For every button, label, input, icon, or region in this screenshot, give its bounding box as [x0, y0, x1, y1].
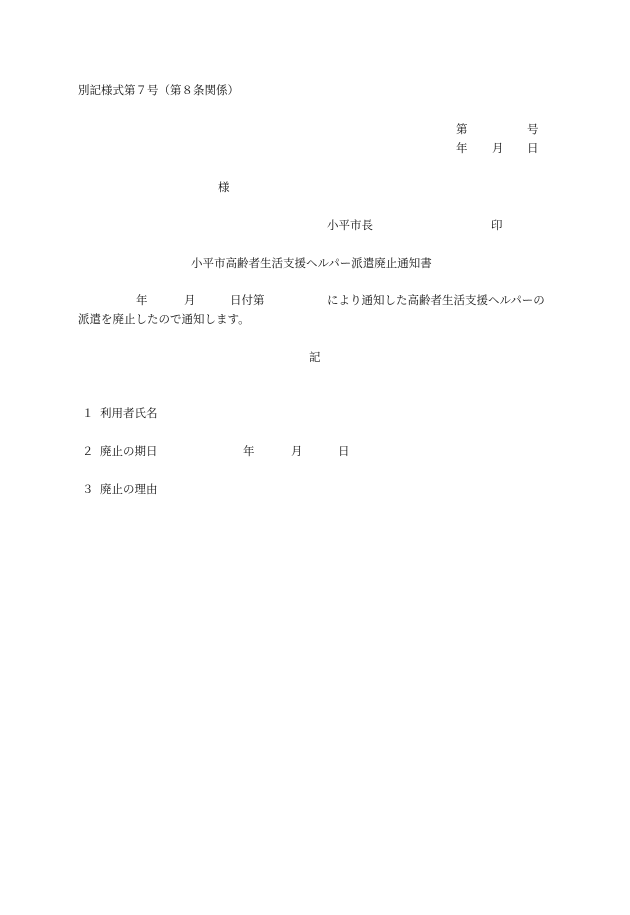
body-month: 月 — [184, 293, 196, 307]
item-1-label: 利用者氏名 — [100, 406, 158, 420]
doc-number-go: 号 — [527, 122, 539, 136]
item-2-month: 月 — [291, 444, 303, 458]
date-month: 月 — [492, 141, 504, 155]
item-2-year: 年 — [243, 444, 255, 458]
ki-heading: 記 — [309, 350, 321, 364]
body-year: 年 — [136, 293, 148, 307]
item-2-label: 廃止の期日 — [100, 444, 158, 458]
date-year: 年 — [456, 141, 468, 155]
sender-seal: 印 — [491, 218, 503, 232]
body-line1-rest: により通知した高齢者生活支援ヘルパーの — [327, 293, 545, 307]
item-3-number: ３ — [82, 482, 94, 496]
form-label: 別記様式第７号（第８条関係） — [78, 83, 239, 97]
body-date-ref: 日付第 — [230, 293, 265, 307]
sender-title: 小平市長 — [327, 218, 373, 232]
item-3-label: 廃止の理由 — [100, 482, 158, 496]
item-2-day: 日 — [338, 444, 350, 458]
doc-title: 小平市高齢者生活支援ヘルパー派遣廃止通知書 — [191, 256, 432, 270]
body-line2: 派遣を廃止したので通知します。 — [78, 312, 250, 326]
recipient-sama: 様 — [218, 180, 230, 194]
item-1-number: １ — [82, 406, 94, 420]
item-2-number: ２ — [82, 444, 94, 458]
date-day: 日 — [527, 141, 539, 155]
doc-number-dai: 第 — [456, 122, 468, 136]
